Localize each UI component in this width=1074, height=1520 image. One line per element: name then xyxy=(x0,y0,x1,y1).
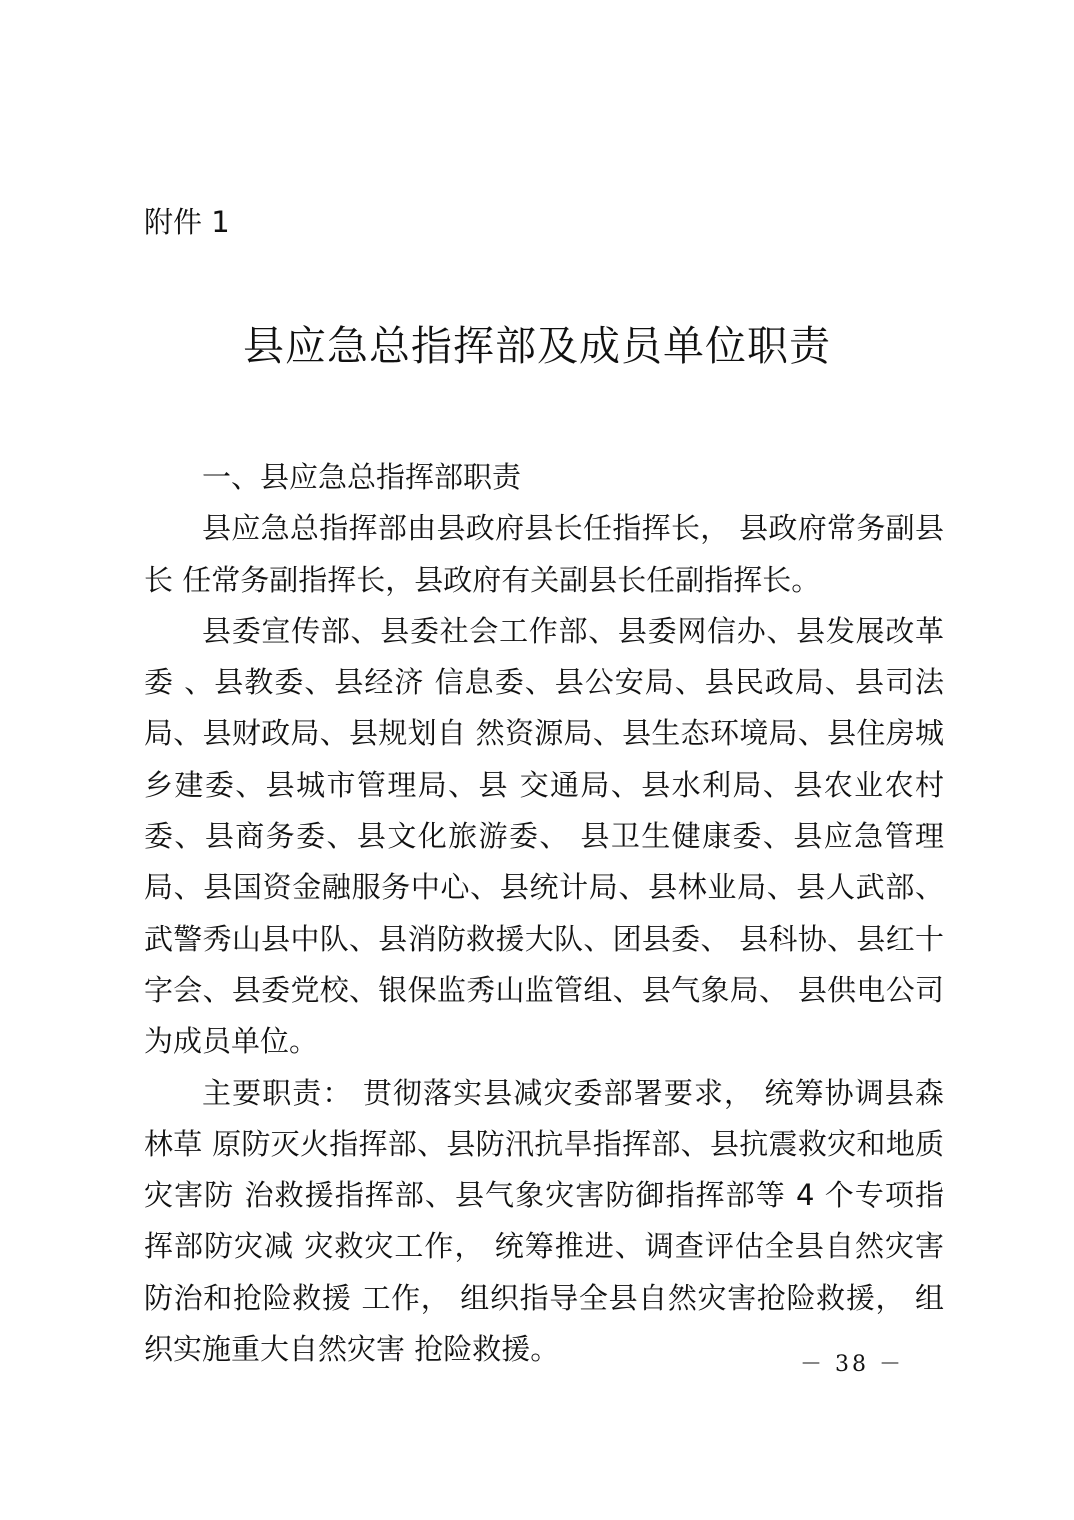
document-body xyxy=(144,452,944,1375)
section-heading: 一、县应急总指挥部职责 xyxy=(202,460,522,494)
paragraph-main-duties: 主要职责： 贯彻落实县减灾委部署要求， 统筹协调县森林草 原防灭火指挥部、县防汛抗旱指挥部、县抗震救灾和地质灾害防 治救援指挥部、县气象灾害防御指挥部等 4 个专项指挥部防灾减 灾救灾工作， 统筹推进、调查评估全县自然灾害防治和抢险救援 工作， 组织指导全县自然灾害抢险救援， 组织实施重大自然灾害 抢险救援。 xyxy=(144,1075,944,1367)
paragraph-member-units: 县委宣传部、县委社会工作部、县委网信办、县发展改革委 、县教委、县经济 信息委、县公安局、县民政局、县司法局、县财政局、县规划自 然资源局、县生态环境局、县住房城乡建委、县城市管理局、县 交通局、县水利局、县农业农村委、县商务委、县文化旅游委、 县卫生健康委、县应急管理局、县国资金融服务中心、县统计局、县林业局、县人武部、武警秀山县中队、县消防救援大队、团县委、 县科协、县红十字会、县委党校、银保监秀山监管组、县气象局、 县供电公司为成员单位。 xyxy=(144,613,944,1059)
page-number: － 38 － xyxy=(800,1352,904,1377)
paragraph-leadership: 县应急总指挥部由县政府县长任指挥长， 县政府常务副县长 任常务副指挥长，县政府有关副县长任副指挥长。 xyxy=(144,511,944,597)
document-title: 县应急总指挥部及成员单位职责 xyxy=(243,322,831,370)
attachment-label: 附件 1 xyxy=(144,205,230,239)
